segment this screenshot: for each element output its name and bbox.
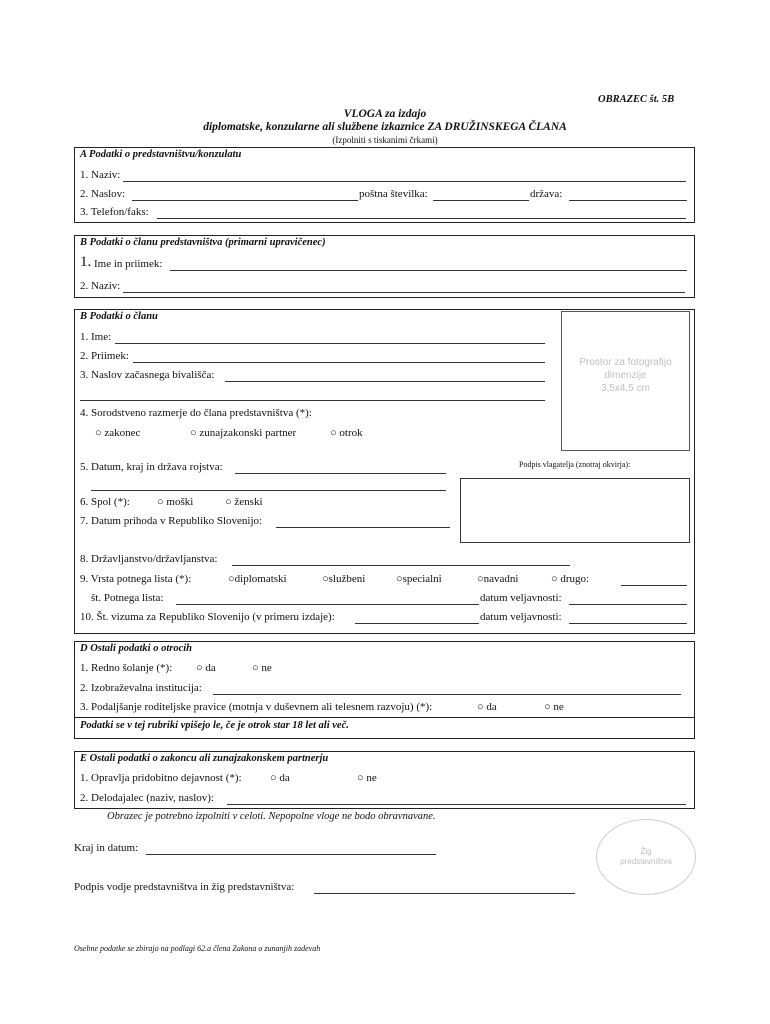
roditeljska-pravica-label: 3. Podaljšanje roditeljske pravice (motnja v duševnem ali telesnem razvoju) (*):	[80, 701, 433, 713]
option-specialni[interactable]: ○specialni	[396, 573, 442, 585]
rojstvo-label: 5. Datum, kraj in država rojstva:	[80, 461, 223, 473]
naziv-b-label: 2. Naziv:	[80, 280, 121, 292]
podpis-vlagatelja-label: Podpis vlagatelja (znotraj okvirja):	[519, 460, 631, 469]
naziv-field[interactable]	[123, 181, 686, 182]
spol-label: 6. Spol (*):	[80, 496, 130, 508]
drzavljanstvo-field[interactable]	[232, 565, 570, 566]
option-zakonec[interactable]: ○ zakonec	[95, 427, 141, 439]
option-zenski[interactable]: ○ ženski	[225, 496, 263, 508]
solanje-da[interactable]: ○ da	[196, 662, 216, 674]
ime-field[interactable]	[115, 343, 545, 344]
seal-text-2: predstavništva	[620, 857, 672, 866]
option-moski[interactable]: ○ moški	[157, 496, 194, 508]
solanje-ne[interactable]: ○ ne	[252, 662, 272, 674]
telefon-label: 3. Telefon/faks:	[80, 206, 149, 218]
section-a-title: A Podatki o predstavništvu/konzulatu	[80, 149, 242, 160]
section-b-member	[74, 309, 695, 634]
complete-note: Obrazec je potrebno izpolniti v celoti. Nepopolne vloge ne bodo obravnavane.	[107, 811, 436, 822]
ime-priimek-label: Ime in priimek:	[94, 258, 163, 270]
section-d	[74, 641, 695, 739]
delodajalec-label: 2. Delodajalec (naziv, naslov):	[80, 792, 214, 804]
naslov-bivalisca-field[interactable]	[225, 381, 545, 382]
photo-text-3: 3,5x4,5 cm	[601, 383, 650, 394]
solanje-label: 1. Redno šolanje (*):	[80, 662, 173, 674]
naslov-field[interactable]	[132, 200, 358, 201]
naslov-label: 2. Naslov:	[80, 188, 126, 200]
naslov-bivalisca-label: 3. Naslov začasnega bivališča:	[80, 369, 215, 381]
dejavnost-da[interactable]: ○ da	[270, 772, 290, 784]
drzava-label: država:	[530, 188, 563, 200]
roditeljska-da[interactable]: ○ da	[477, 701, 497, 713]
institucija-field[interactable]	[213, 694, 681, 695]
option-sluzbeni[interactable]: ○službeni	[322, 573, 366, 585]
option-zunajzakonski-partner[interactable]: ○ zunajzakonski partner	[190, 427, 297, 439]
seal-text-1: Žig	[640, 847, 652, 856]
vrsta-potnega-lista-label: 9. Vrsta potnega lista (*):	[80, 573, 192, 585]
sorodstvo-label: 4. Sorodstveno razmerje do člana predstavništva (*):	[80, 407, 312, 419]
section-d-footnote: Podatki se v tej rubriki vpišejo le, če je otrok star 18 let ali več.	[80, 720, 349, 731]
vizum-label: 10. Št. vizuma za Republiko Slovenijo (v primeru izdaje):	[80, 611, 335, 623]
legal-note: Osebne podatke se zbirajo na podlagi 62.a člena Zakona o zunanjih zadevah	[74, 944, 321, 953]
option-diplomatski[interactable]: ○diplomatski	[228, 573, 287, 585]
stevilka-potnega-lista-field[interactable]	[176, 604, 479, 605]
option-otrok[interactable]: ○ otrok	[330, 427, 363, 439]
section-d-title: D Ostali podatki o otrocih	[80, 643, 193, 654]
postna-stevilka-label: poštna številka:	[359, 188, 428, 200]
vizum-veljavnost-label: datum veljavnosti:	[480, 611, 562, 623]
kraj-datum-field[interactable]	[146, 854, 436, 855]
vizum-veljavnost-field[interactable]	[569, 623, 687, 624]
section-a	[74, 147, 695, 223]
section-e	[74, 751, 695, 809]
seal-placeholder	[596, 819, 696, 895]
stevilka-potnega-lista-label: št. Potnega lista:	[91, 592, 164, 604]
veljavnost-label: datum veljavnosti:	[480, 592, 562, 604]
form-title: VLOGA za izdajo	[343, 108, 427, 120]
option-navadni[interactable]: ○navadni	[477, 573, 519, 585]
signature-box[interactable]	[460, 478, 690, 543]
priimek-label: 2. Priimek:	[80, 350, 129, 362]
roditeljska-ne[interactable]: ○ ne	[544, 701, 564, 713]
option-drugo[interactable]: ○ drugo:	[551, 573, 590, 585]
delodajalec-field[interactable]	[227, 804, 686, 805]
form-note: (Izpolniti s tiskanimi črkami)	[332, 135, 438, 145]
prihod-label: 7. Datum prihoda v Republiko Slovenijo:	[80, 515, 263, 527]
podpis-vodje-label: Podpis vodje predstavništva in žig predstavništva:	[74, 881, 295, 893]
form-subtitle: diplomatske, konzularne ali službene izkaznice ZA DRUŽINSKEGA ČLANA	[203, 121, 567, 133]
drzava-field[interactable]	[569, 200, 687, 201]
section-b-primary-title: B Podatki o članu predstavništva (primarni upravičenec)	[80, 237, 326, 248]
section-e-title: E Ostali podatki o zakoncu ali zunajzakonskem partnerju	[80, 753, 329, 764]
ime-priimek-field[interactable]	[170, 270, 687, 271]
form-code: OBRAZEC št. 5B	[598, 94, 675, 105]
priimek-field[interactable]	[133, 362, 545, 363]
photo-placeholder[interactable]	[561, 311, 690, 451]
drzavljanstvo-label: 8. Državljanstvo/državljanstva:	[80, 553, 218, 565]
naziv-b-field[interactable]	[123, 292, 685, 293]
photo-text-1: Prostor za fotografijo	[579, 357, 672, 368]
veljavnost-field[interactable]	[569, 604, 687, 605]
telefon-field[interactable]	[157, 218, 686, 219]
dejavnost-ne[interactable]: ○ ne	[357, 772, 377, 784]
postna-stevilka-field[interactable]	[433, 200, 529, 201]
prihod-field[interactable]	[276, 527, 450, 528]
kraj-datum-label: Kraj in datum:	[74, 842, 139, 854]
naziv-label: 1. Naziv:	[80, 169, 121, 181]
podpis-vodje-field[interactable]	[314, 893, 575, 894]
section-d-divider	[75, 717, 694, 718]
drugo-field[interactable]	[621, 585, 687, 586]
ime-label: 1. Ime:	[80, 331, 112, 343]
photo-text-2: dimenzije	[604, 370, 647, 381]
section-b-member-title: B Podatki o članu	[80, 311, 158, 322]
section-b-primary	[74, 235, 695, 298]
vizum-field[interactable]	[355, 623, 479, 624]
rojstvo-field[interactable]	[235, 473, 446, 474]
rojstvo-field-2[interactable]	[91, 490, 446, 491]
pridobitna-dejavnost-label: 1. Opravlja pridobitno dejavnost (*):	[80, 772, 242, 784]
institucija-label: 2. Izobraževalna institucija:	[80, 682, 202, 694]
naslov-bivalisca-field-2[interactable]	[80, 400, 545, 401]
ime-priimek-number: 1.	[80, 254, 92, 270]
